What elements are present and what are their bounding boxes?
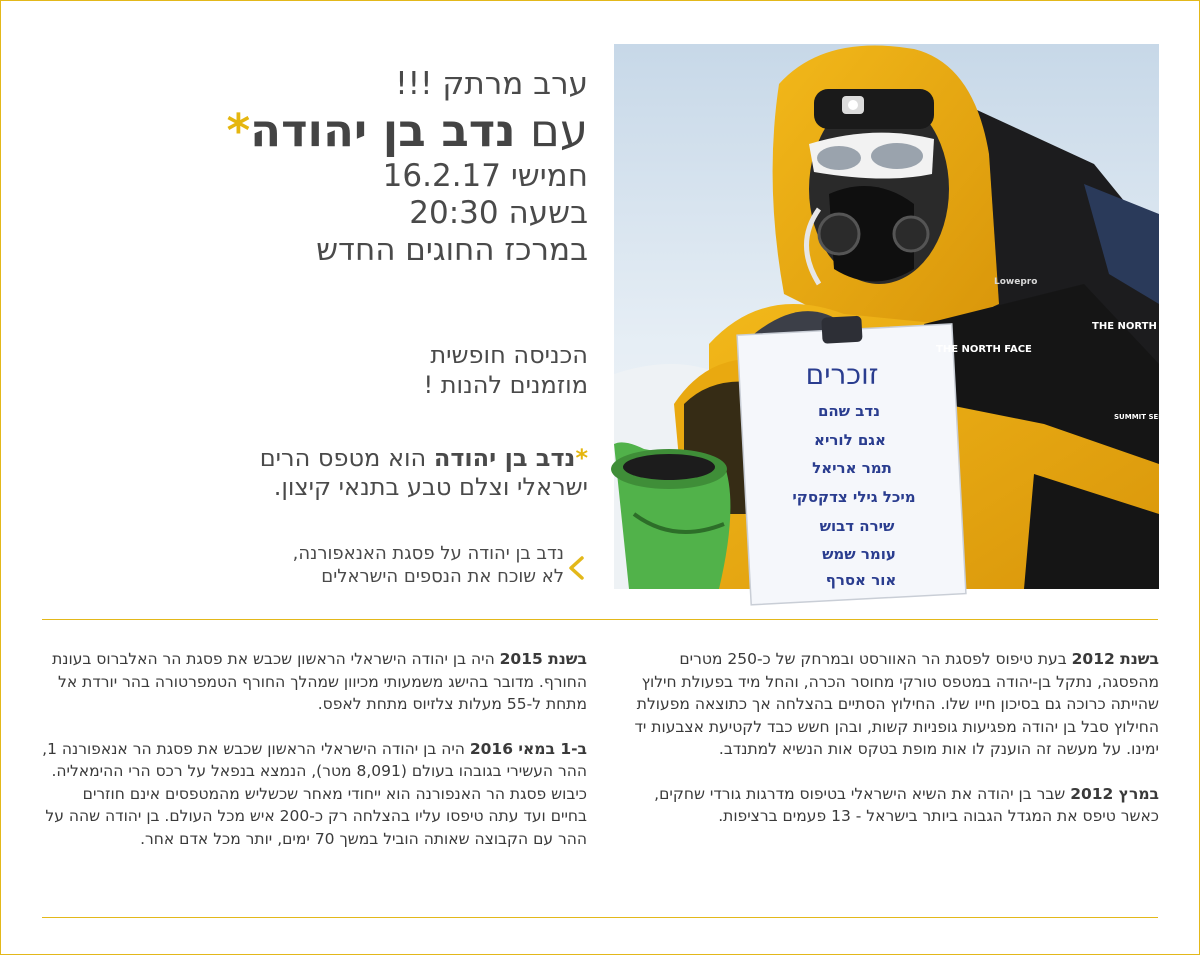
speaker-line: [180, 104, 588, 158]
brand-logo: Lowepro: [994, 277, 1038, 287]
brand-logo: THE NORTH FACE: [1092, 321, 1188, 332]
story-text: היה בן יהודה הישראלי הראשון שכבש את פסגת הר האלברוס בעונת החורף. מדובר בהישג משמעותי מכיוון שמהלך החורף הטמפרטורה בהר יורדת אל מתחת ל-55 מעלות צלזיוס מתחת לאפס.: [52, 650, 587, 713]
entry-free: הכניסה חופשית: [430, 341, 588, 369]
bio-rest: הוא מטפס הרים: [259, 444, 434, 472]
divider-top: [42, 619, 1158, 620]
sign-name: נדב שהם: [817, 402, 881, 420]
story-lead: במרץ 2012: [1070, 784, 1159, 803]
event-time: בשעה 20:30: [409, 195, 588, 231]
sign-title: זוכרים: [805, 358, 879, 391]
story-lead: ב-1 במאי 2016: [469, 739, 587, 758]
story-text: שבר בן יהודה את השיא הישראלי בטיפוס מדרגות גורדי שחקים, כאשר טיפס את המגדל הגבוה ביותר בישראל - 13 פעמים ברציפות.: [654, 784, 1159, 825]
speaker-name: נדב בן יהודה: [250, 104, 516, 157]
story-lead: בשנת 2012: [1071, 650, 1159, 668]
story-paragraph: [614, 783, 1159, 828]
bio-line-2: ישראלי וצלם טבע בתנאי קיצון.: [273, 473, 588, 501]
story-paragraph: [42, 738, 587, 851]
event-header: [180, 64, 588, 269]
story-paragraph: [614, 648, 1159, 761]
brand-logo: THE NORTH FACE: [936, 344, 1032, 355]
sign-name: אור אסרף: [825, 571, 897, 589]
story-column-right: [614, 648, 1159, 850]
event-date: חמישי 16.2.17: [382, 158, 588, 194]
story-text: בעת טיפוס לפסגת הר האוורסט ובמרחק של כ-250 מטרים מהפסגה, נתקל בן-יהודה במטפס טורקי מחוסר הכרה, והחל מיד בפעולת חילוץ שהייתה כרוכה גם בסיכון חייו שלו. החילוץ הסתיים בהצלחה אך כתוצאה מפעולת החילוץ סבל בן יהודה מפגיעות גופניות קשות, ובהן חשש כבד לקטיעת אצבעות יד ימינו. על מעשה זה הוענק לו אות מופת בטקס אות הנשיא למתנדב.: [634, 650, 1159, 758]
photo-caption: [160, 542, 564, 588]
entry-info: [180, 340, 588, 400]
story-lead: בשנת 2015: [499, 650, 587, 668]
bio-line-1: [180, 444, 588, 473]
sign-name: עומר שמש: [822, 545, 896, 563]
headline: ערב מרתק !!!: [395, 66, 588, 102]
chevron-left-icon: [565, 555, 587, 581]
bio-name: נדב בן יהודה: [433, 444, 576, 472]
star-mark: *: [226, 104, 251, 157]
brand-logo: SUMMIT SERIES: [1114, 413, 1177, 421]
story-paragraph: [42, 648, 587, 716]
story-column-left: [42, 648, 587, 872]
with-word: עם: [529, 104, 588, 157]
star-mark: *: [575, 444, 588, 472]
caption-line-1: נדב בן יהודה על פסגת האנאפורנה,: [292, 543, 564, 564]
sign-name: מיכל גילי צדקסקי: [792, 488, 916, 506]
event-place: במרכז החוגים החדש: [316, 232, 588, 268]
entry-invite: מוזמנים להנות !: [423, 371, 588, 399]
sign-name: אגם לוריא: [814, 431, 886, 449]
story-text: היה בן יהודה הישראלי הראשון שכבש את פסגת הר אנאפורנה 1, ההר העשירי בגובהו בעולם (8,091 מטר), הנמצא בנפאל על רכס הרי ההימאליה. כיבוש פסגת הר האנפורנה הוא ייחודי מאחר שכשליש מהמטפסים אינם חוזרים בחיים ועד עתה טיפסו עליו בהצלחה רק כ-200 איש מכל העולם. בן יהודה שהה על ההר עם הקבוצה שאותה הוביל במשך 70 ימים, יותר מכל אדם אחר.: [42, 739, 587, 848]
sign-name: שירה דבוש: [819, 517, 895, 535]
caption-line-2: לא שוכח את הנספים הישראלים: [321, 566, 564, 587]
divider-bottom: [42, 917, 1158, 918]
sign-name: תמר אריאל: [812, 459, 892, 477]
climber-illustration: [614, 44, 1188, 589]
climber-photo: [614, 44, 1188, 589]
speaker-bio: [180, 444, 588, 502]
